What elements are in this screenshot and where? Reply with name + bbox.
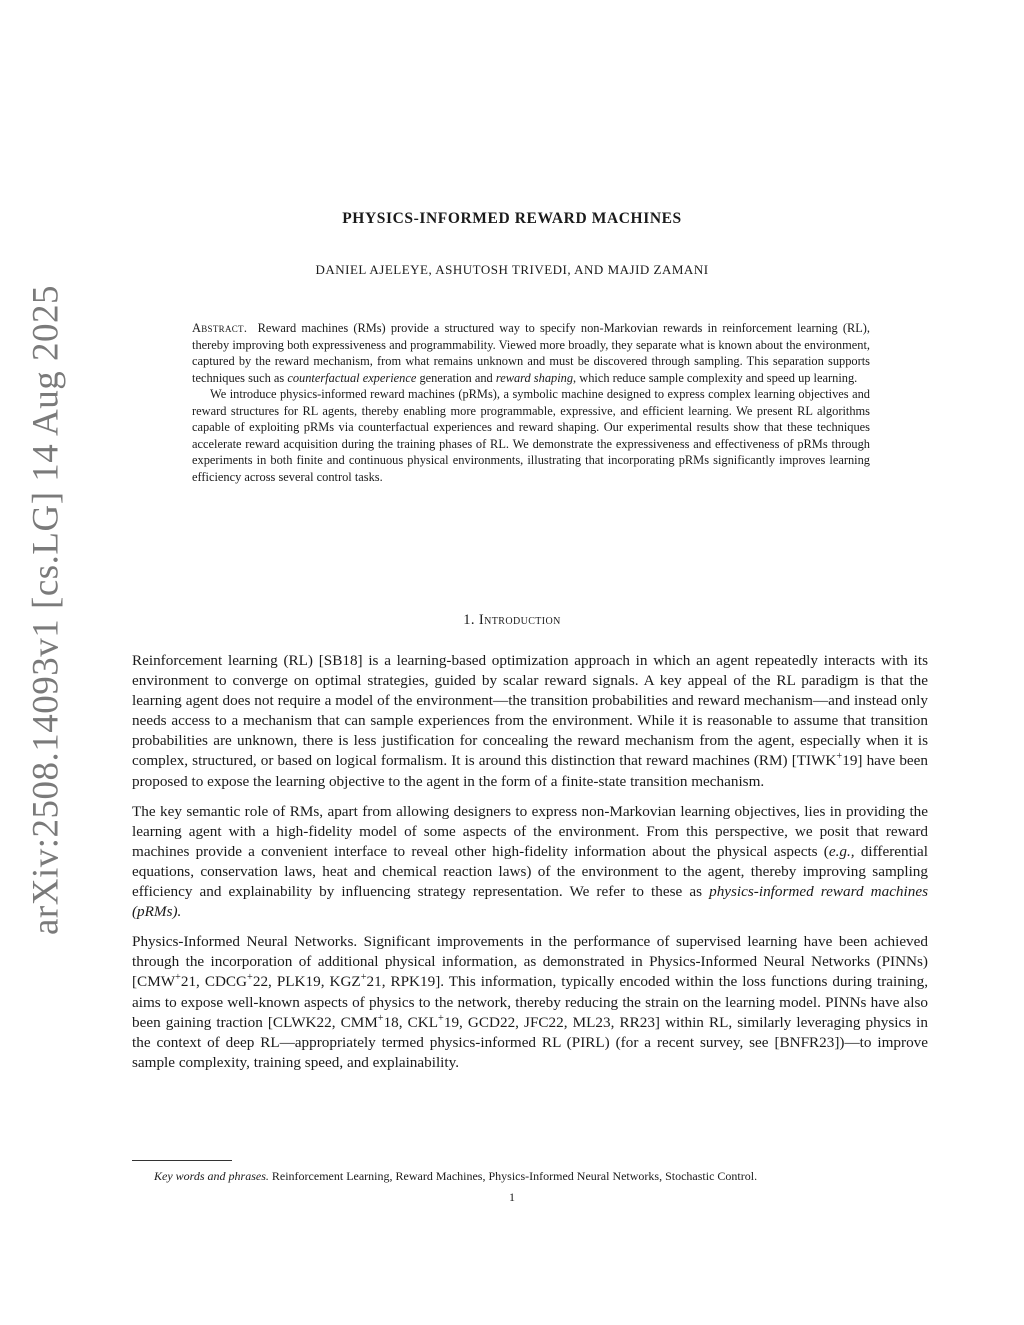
abstract-paragraph-1 xyxy=(192,320,870,386)
body-emphasis: physics-informed reward machines (pRMs). xyxy=(132,883,928,921)
abstract-text: , which reduce sample complexity and speed up learning. xyxy=(573,370,858,385)
footnote xyxy=(132,1169,928,1184)
abstract-text: generation and xyxy=(416,370,496,385)
abstract-emphasis: reward shaping xyxy=(495,370,574,385)
superscript: + xyxy=(360,972,367,984)
abstract-label: Abstract. xyxy=(192,321,248,335)
superscript: + xyxy=(247,972,253,984)
paper-title: PHYSICS-INFORMED REWARD MACHINES xyxy=(342,210,682,227)
body-paragraph-2 xyxy=(132,802,928,923)
footnote-label: Key words and phrases. xyxy=(154,1169,269,1183)
body-text-span: 22, PLK19, KGZ xyxy=(252,973,361,991)
footnote-text: Reinforcement Learning, Reward Machines, Physics-Informed Neural Networks, Stochastic Control. xyxy=(268,1169,758,1183)
superscript: + xyxy=(377,1012,384,1024)
body-paragraph-1 xyxy=(132,651,928,792)
abstract-paragraph-2: We introduce physics-informed reward machines (pRMs), a symbolic machine designed to express complex learning objectives and reward structures for RL agents, thereby enabling more programmable, expressive, and efficient learning. We present RL algorithms capable of exploiting pRMs via counterfactual experiences and reward shaping. Our experimental results show that these techniques accelerate reward acquisition during the training phases of RL. We demonstrate the expressiveness and effectiveness of pRMs through experiments in both finite and continuous physical environments, illustrating that incorporating pRMs significantly improves learning efficiency across several control tasks. xyxy=(192,387,870,484)
body-text-span: 18, CKL xyxy=(383,1013,439,1031)
superscript: + xyxy=(438,1012,444,1024)
body-text-span: 19] have been proposed to expose the learning objective to the agent in the form of a finite-state transition mechanism. xyxy=(132,752,928,790)
section-title: Introduction xyxy=(478,612,561,628)
body-text-span: 21, RPK19]. This information, typically encoded within the loss functions during training, aims to expose well-known aspects of physics to the network, thereby reducing the strain on the learning model. PINNs have also been gaining traction [CLWK22, CMM xyxy=(132,973,929,1031)
page-number: 1 xyxy=(509,1190,515,1204)
body-paragraph-3 xyxy=(132,932,928,1073)
abstract-text: Reward machines (RMs) provide a structured way to specify non-Markovian rewards in reinforcement learning (RL), thereby improving both expressiveness and programmability. Viewed more broadly, they separate what is known about the environment, captured by the reward mechanism, from what remains unknown and must be discovered through sampling. This separation supports techniques such as xyxy=(192,321,871,385)
superscript: + xyxy=(175,972,181,984)
section-heading xyxy=(0,612,1024,629)
body-text-span: Physics-Informed Neural Networks. Significant improvements in the performance of supervised learning have been achieved through the incorporation of additional physical information, as demonstrated in Physics-Informed Neural Networks (PINNs)[CMW xyxy=(132,933,928,991)
footnote-divider xyxy=(132,1160,232,1161)
body-emphasis: e.g., xyxy=(828,842,855,860)
abstract xyxy=(192,320,870,485)
arxiv-identifier-text: arXiv:2508.14093v1 [cs.LG] 14 Aug 2025 xyxy=(25,285,67,935)
superscript: + xyxy=(836,751,843,763)
abstract-emphasis: counterfactual experience xyxy=(287,370,417,385)
body-text-span: differential equations, conservation laws, heat and chemical reaction laws) of the environment to the agent, thereby improving sampling efficiency and explainability by influencing strategy representation. We refer to these as xyxy=(132,842,928,901)
paper-authors: DANIEL AJELEYE, ASHUTOSH TRIVEDI, AND MAJID ZAMANI xyxy=(315,262,709,277)
section-number: 1. xyxy=(463,612,475,628)
body-text-span: Reinforcement learning (RL) [SB18] is a learning-based optimization approach in which an agent repeatedly interacts with its environment to converge on optimal strategies, guided by scalar reward signals. A key appeal of the RL paradigm is that the learning agent does not require a model of the environment—the transition probabilities and reward mechanism—and instead only needs access to a mechanism that can sample experiences from the environment. While it is reasonable to assume that transition probabilities are unknown, there is less justification for concealing the reward mechanism from the agent, especially when it is complex, structured, or based on logical formalism. It is around this distinction that reward machines (RM) [TIWK xyxy=(132,652,928,770)
body-text-span: 21, CDCG xyxy=(180,973,248,991)
body-text-span: 19, GCD22, JFC22, ML23, RR23] within RL, similarly leveraging physics in the context of deep RL—appropriately termed physics-informed RL (PIRL) (for a recent survey, see [BNFR23])—to improve sample complexity, training speed, and explainability. xyxy=(132,1013,928,1071)
body-text-span: The key semantic role of RMs, apart from allowing designers to express non-Markovian learning objectives, lies in providing the learning agent with a high-fidelity model of some aspects of the environment. From this perspective, we posit that reward machines provide a convenient interface to reveal other high-fidelity information about the physical aspects ( xyxy=(132,802,928,860)
body-text xyxy=(132,651,928,1083)
